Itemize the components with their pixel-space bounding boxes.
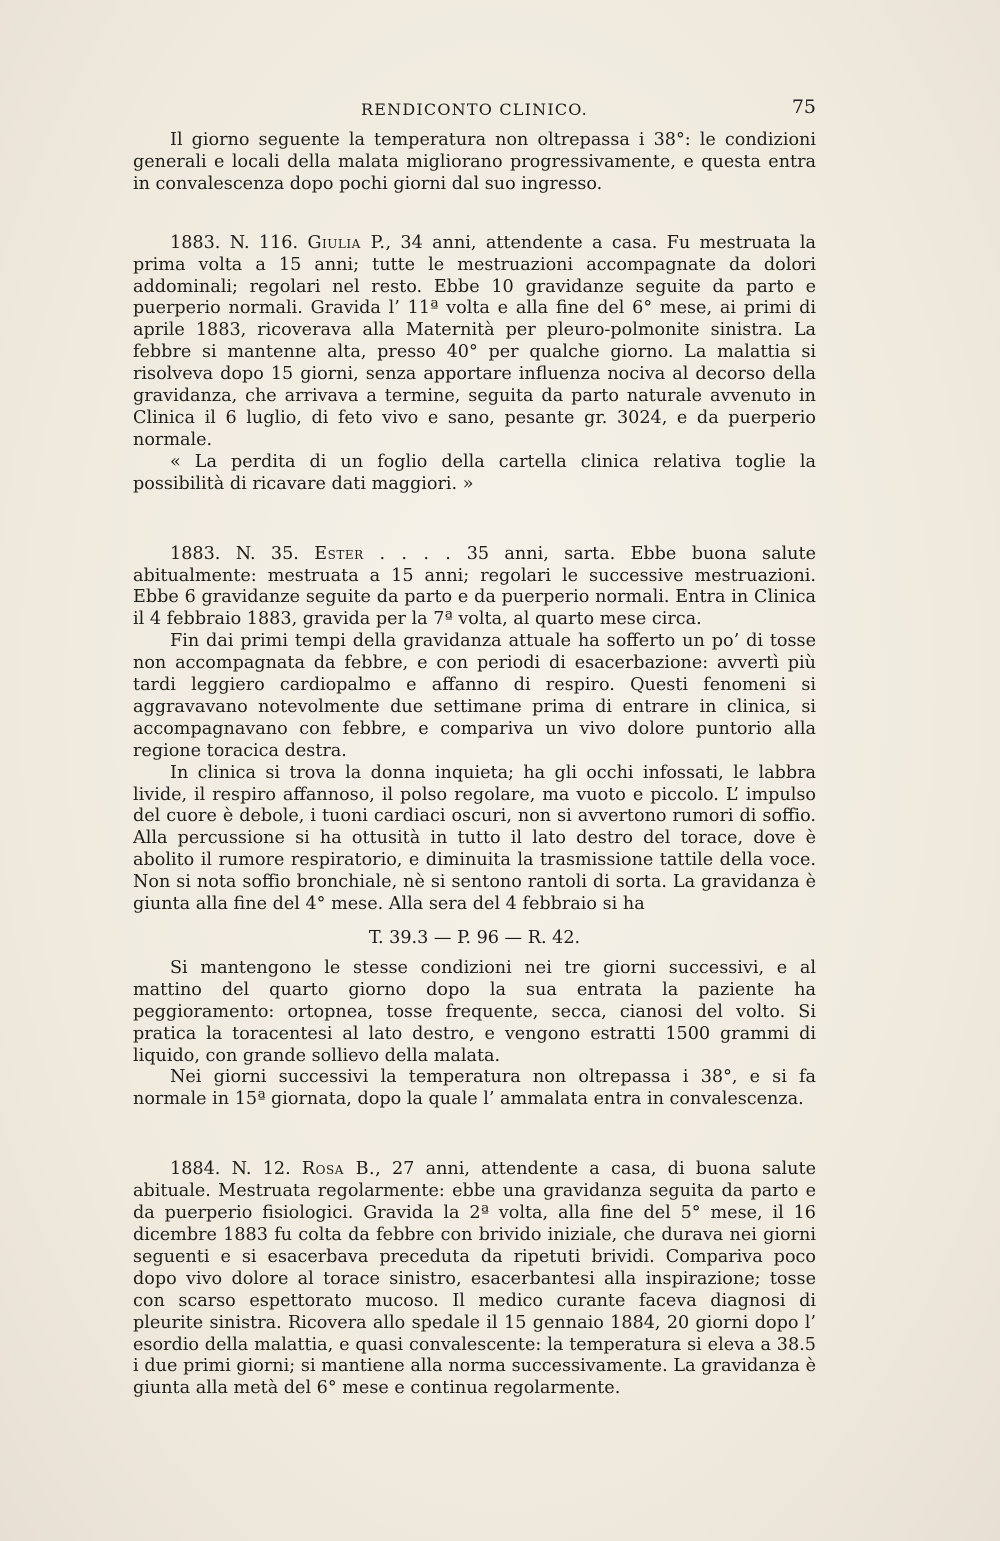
section-gap bbox=[133, 496, 816, 544]
case-paragraph bbox=[133, 544, 816, 632]
case-number: 1884. N. 12. bbox=[170, 1159, 291, 1180]
body-text bbox=[133, 130, 816, 1400]
section-gap bbox=[133, 1111, 816, 1159]
case-paragraph bbox=[133, 233, 816, 452]
case-number: 1883. N. 116. bbox=[170, 232, 299, 253]
case-record-1884-12 bbox=[133, 1159, 816, 1400]
section-gap bbox=[133, 196, 816, 233]
patient-name: Rosa B. bbox=[301, 1159, 376, 1180]
paragraph: Fin dai primi tempi della gravidanza attuale ha sofferto un po’ di tosse non accompagnata da febbre, e con periodi di esacerbazione: avvertì più tardi leggiero cardiopalmo e affanno di respiro. Questi fenomeni si aggravavano notevolmente due settimane prima di entrare in clinica, si accompagnavano con febbre, e compariva un vivo dolore puntorio alla regione toracica destra. bbox=[133, 631, 816, 761]
case-text: 35 anni, sarta. Ebbe buona salute abitualmente: mestruata a 15 anni; regolari le successive mestruazioni. Ebbe 6 gravidanze seguite da parto e da puerperio normali. Entra in Clinica il 4 febbraio 1883, gravida per la 7ª volta, al quarto mese circa. bbox=[133, 543, 816, 630]
case-text: , 34 anni, attendente a casa. Fu mestruata la prima volta a 15 anni; tutte le mestruazioni accompagnate da dolori addominali; regolari nel resto. Ebbe 10 gravidanze seguite da parto e puerperio normali. Gravida l’ 11ª volta e alla fine del 6° mese, ai primi di aprile 1883, ricoverava alla Maternità per pleuro-polmonite sinistra. La febbre si mantenne alta, presso 40° per qualche giorno. La malattia si risolveva dopo 15 giorni, senza apportare influenza nociva al decorso della gravidanza, che arrivava a termine, seguita da parto naturale avvenuto in Clinica il 6 luglio, di feto vivo e sano, pesante gr. 3024, e da puerperio normale. bbox=[133, 232, 816, 450]
page-header bbox=[133, 96, 816, 124]
page-number: 75 bbox=[791, 96, 816, 118]
case-paragraph bbox=[133, 1159, 816, 1400]
vital-signs: T. 39.3 — P. 96 — R. 42. bbox=[368, 928, 581, 948]
paragraph: In clinica si trova la donna inquieta; ha gli occhi infossati, le labbra livide, il respiro affannoso, il polso regolare, ma vuoto e piccolo. L’ impulso del cuore è debole, i tuoni cardiaci oscuri, non si avvertono rumori di soffio. Alla percussione si ha ottusità in tutto il lato destro del torace, dove è abolito il rumore respiratorio, e diminuita la trasmissione tattile della voce. Non si nota soffio bronchiale, nè si sentono rantoli di sorta. La gravidanza è giunta alla fine del 4° mese. Alla sera del 4 febbraio si ha bbox=[133, 762, 816, 915]
patient-name: Giulia P. bbox=[307, 232, 386, 253]
case-text: , 27 anni, attendente a casa, di buona salute abituale. Mestruata regolarmente: ebbe una gravidanza seguita da parto e da puerperio fisiologici. Gravida la 2ª volta, alla fine del 5° mese, il 16 dicembre 1883 fu colta da febbre con brivido iniziale, che durava nei giorni seguenti e si esacerbava preceduta da ripetuti brividi. Compariva poco dopo vivo dolore al torace sinistro, esacerbantesi alla inspirazione; tosse con scarso espettorato mucoso. Il medico curante faceva diagnosi di pleurite sinistra. Ricovera allo spedale il 15 gennaio 1884, 20 giorni dopo l’ esordio della malattia, e quasi convalescente: la temperatura si eleva a 38.5 i due primi giorni; si mantiene alla norma successivamente. La gravidanza è giunta alla metà del 6° mese e continua regolarmente. bbox=[133, 1159, 816, 1399]
running-head: RENDICONTO CLINICO. bbox=[361, 100, 588, 119]
paragraph: Nei giorni successivi la temperatura non oltrepassa i 38°, e si fa normale in 15ª giornata, dopo la quale l’ ammalata entra in convalescenza. bbox=[133, 1067, 816, 1110]
case-record-1883-35 bbox=[133, 544, 816, 1112]
case-record-1883-116 bbox=[133, 233, 816, 496]
editorial-note: « La perdita di un foglio della cartella clinica relativa toglie la possibilità di ricavare dati maggiori. » bbox=[133, 451, 816, 494]
paragraph: Si mantengono le stesse condizioni nei tre giorni successivi, e al mattino del quarto giorno dopo la sua entrata la paziente ha peggioramento: ortopnea, tosse frequente, secca, cianosi del volto. Si pratica la toracentesi al lato destro, e vengono estratti 1500 grammi di liquido, con grande sollievo della malata. bbox=[133, 957, 816, 1066]
paragraph-continuation: Il giorno seguente la temperatura non oltrepassa i 38°: le condizioni generali e locali della malata migliorano progressivamente, e questa entra in convalescenza dopo pochi giorni dal suo ingresso. bbox=[133, 130, 816, 194]
patient-name: Ester . . . . bbox=[314, 543, 452, 564]
case-number: 1883. N. 35. bbox=[170, 543, 299, 564]
